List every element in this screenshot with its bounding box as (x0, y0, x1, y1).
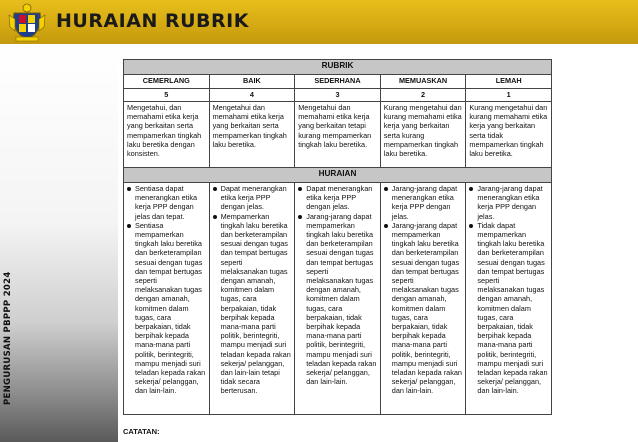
huraian-bullet: Jarang-jarang dapat menerangkan etika kerja PPP dengan jelas. (469, 184, 548, 221)
rubric-title: RUBRIK (124, 60, 552, 75)
malaysia-crest-icon (6, 1, 48, 43)
huraian-bullet: Sentiasa dapat menerangkan etika kerja PPP dengan jelas dan tepat. (127, 184, 206, 221)
rubric-table (123, 59, 552, 415)
column-header-baik: BAIK (209, 75, 295, 89)
huraian-bullet: Mempamerkan tingkah laku beretika dan berketerampilan sesuai dengan tugas dan tempat bertugas seperti melaksanakan tugas dengan amanah, komitmen dalam tugas, cara berpakaian, tidak berpihak kepada mana-mana parti politik, berintegriti, mampu menjadi suri teladan kepada rakan sekerja/ pelanggan, dan lain-lain tetapi tidak secara berterusan. (213, 212, 292, 396)
description-lemah: Kurang mengetahui dan kurang memahami etika kerja yang berkaitan serta tidak mempamerkan tingkah laku beretika. (466, 102, 552, 168)
huraian-cemerlang (124, 183, 210, 415)
huraian-bullet: Jarang-jarang dapat menerangkan etika kerja PPP dengan jelas. (384, 184, 463, 221)
catatan-label: CATATAN: (123, 427, 160, 436)
column-header-cemerlang: CEMERLANG (124, 75, 210, 89)
score-sederhana: 3 (295, 89, 381, 102)
column-header-lemah: LEMAH (466, 75, 552, 89)
huraian-bullet: Jarang-jarang dapat mempamerkan tingkah laku beretika dan berketerampilan sesuai dengan tugas dan tempat bertugas seperti melaksanakan tugas dengan amanah, komitmen dalam tugas, cara berpakaian, tidak berpihak kepada mana-mana parti politik, berintegriti, mampu menjadi suri teladan kepada rakan sekerja/ pelanggan, dan lain-lain. (384, 221, 463, 396)
score-baik: 4 (209, 89, 295, 102)
rubric-sheet (118, 54, 558, 442)
huraian-bullet: Dapat menerangkan etika kerja PPP dengan jelas. (213, 184, 292, 212)
description-baik: Mengetahui dan memahami etika kerja yang berkaitan serta mempamerkan tingkah laku beretika. (209, 102, 295, 168)
huraian-bullet: Dapat menerangkan etika kerja PPP dengan jelas. (298, 184, 377, 212)
page-title: HURAIAN RUBRIK (56, 10, 249, 32)
huraian-bullet: Jarang-jarang dapat mempamerkan tingkah laku beretika dan berketerampilan sesuai dengan tugas dan tempat bertugas seperti melaksanakan tugas dengan amanah, komitmen dalam tugas, cara berpakaian, tidak berpihak kepada mana-mana parti politik, berintegriti, mampu menjadi suri teladan kepada rakan sekerja/ pelanggan, dan lain-lain. (298, 212, 377, 387)
huraian-sederhana (295, 183, 381, 415)
column-header-memuaskan: MEMUASKAN (380, 75, 466, 89)
description-memuaskan: Kurang mengetahui dan kurang memahami etika kerja yang berkaitan serta kurang mempamerkan tingkah laku beretika. (380, 102, 466, 168)
description-cemerlang: Mengetahui, dan memahami etika kerja yang berkaitan serta mempamerkan tingkah laku beretika dengan konsisten. (124, 102, 210, 168)
side-gradient-panel (0, 44, 118, 442)
description-sederhana: Mengetahui dan memahami etika kerja yang berkaitan tetapi kurang mempamerkan tingkah laku beretika. (295, 102, 381, 168)
huraian-memuaskan (380, 183, 466, 415)
score-memuaskan: 2 (380, 89, 466, 102)
column-header-sederhana: SEDERHANA (295, 75, 381, 89)
header-bar (0, 0, 638, 44)
score-lemah: 1 (466, 89, 552, 102)
score-cemerlang: 5 (124, 89, 210, 102)
side-label: PENGURUSAN PBPPP 2024 (3, 271, 13, 405)
huraian-bullet: Tidak dapat mempamerkan tingkah laku beretika dan berketerampilan sesuai dengan tugas dan tempat bertugas seperti melaksanakan tugas dengan amanah, komitmen dalam tugas, cara berpakaian, tidak berpihak kepada mana-mana parti politik, berintegriti, mampu menjadi suri teladan kepada rakan sekerja/ pelanggan, dan lain-lain. (469, 221, 548, 396)
huraian-title: HURAIAN (124, 168, 552, 183)
huraian-baik (209, 183, 295, 415)
huraian-bullet: Sentiasa mempamerkan tingkah laku beretika dan berketerampilan sesuai dengan tugas dan tempat bertugas seperti melaksanakan tugas dengan amanah, komitmen dalam tugas, cara berpakaian, tidak berpihak kepada mana-mana parti politik, berintegriti, mampu menjadi suri teladan kepada rakan sekerja/ pelanggan, dan lain-lain. (127, 221, 206, 396)
huraian-lemah (466, 183, 552, 415)
